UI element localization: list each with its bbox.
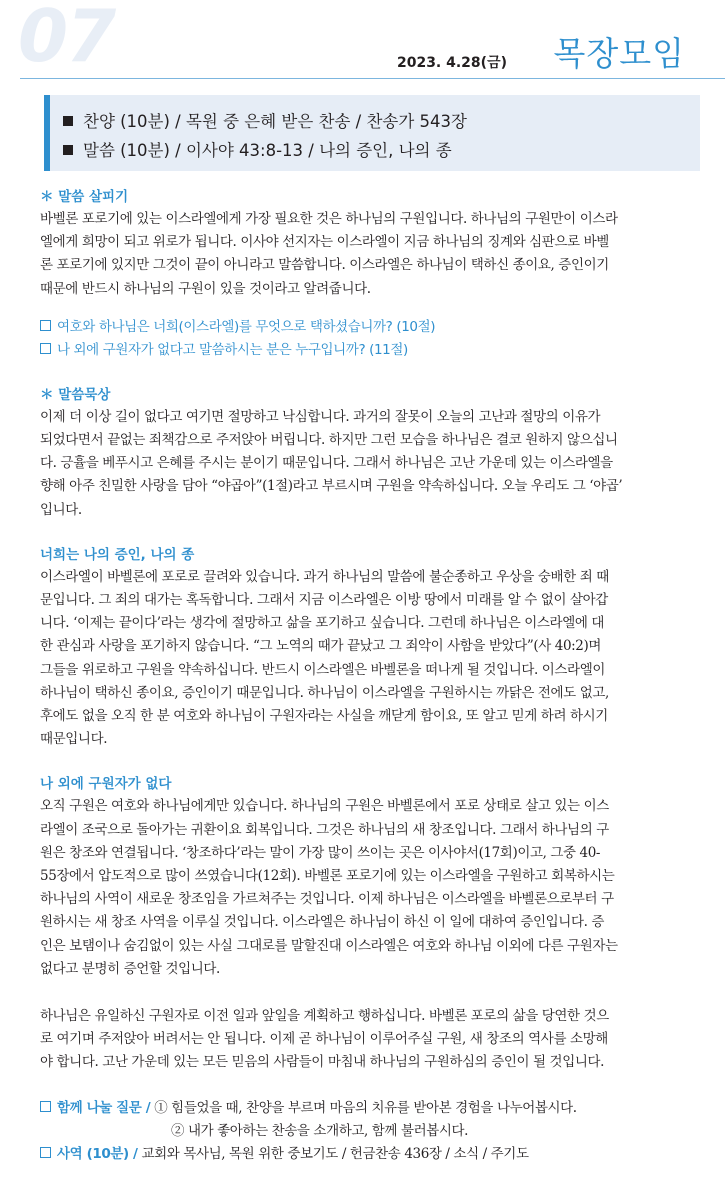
page-number: 07	[18, 0, 115, 78]
text-line: 되었다면서 끝없는 죄책감으로 주저앉아 버립니다. 하지만 그런 모습을 하나님은 결코 원하지 않으십니	[40, 432, 618, 449]
order-item-praise	[63, 107, 700, 136]
order-item-praise-text: 찬양 (10분) / 목원 중 은혜 받은 찬송 / 찬송가 543장	[83, 112, 467, 131]
section-body-witness	[40, 566, 688, 752]
checkbox-square-icon	[40, 1147, 51, 1158]
text-line: 때문에 반드시 하나님의 구원이 있을 것이라고 알려줍니다.	[40, 280, 371, 297]
share-questions-label: 함께 나눌 질문 /	[57, 1099, 151, 1116]
text-line: 오직 구원은 여호와 하나님에게만 있습니다. 하나님의 구원은 바벨론에서 포로 상태로 살고 있는 이스	[40, 798, 609, 815]
section-body-conclusion	[40, 1005, 688, 1075]
text-line: 엘에게 희망이 되고 위로가 됩니다. 이사야 선지자는 이스라엘이 지금 하나님의 징계와 심판으로 바벨	[40, 234, 609, 251]
text-line: 그들을 위로하고 구원을 약속하십니다. 반드시 이스라엘은 바벨론을 떠나게 될 것입니다. 이스라엘이	[40, 661, 605, 678]
text-line: 라엘이 조국으로 돌아가는 귀환이요 회복입니다. 그것은 하나님의 새 창조입니다. 그래서 하나님의 구	[40, 821, 609, 838]
section-body-meditation	[40, 406, 688, 522]
text-line: 로 여기며 주저앉아 버려서는 안 됩니다. 이제 곧 하나님이 이루어주실 구원, 새 창조의 역사를 소망해	[40, 1031, 608, 1048]
text-line: 하나님의 사역이 새로운 창조임을 가르쳐주는 것입니다. 이제 하나님은 이스라엘을 바벨론으로부터 구	[40, 891, 614, 908]
text-line: 인은 보탬이나 숨김없이 있는 사실 그대로를 말할진대 이스라엘은 여호와 하나님 이외에 다른 구원자는	[40, 937, 618, 954]
page-title: 목장모임	[553, 34, 685, 73]
square-bullet-icon	[63, 116, 73, 126]
share-questions-row	[40, 1097, 688, 1120]
order-of-service-box	[44, 95, 700, 171]
text-line: 이스라엘이 바벨론에 포로로 끌려와 있습니다. 과거 하나님의 말씀에 불순종하고 우상을 숭배한 죄 때	[40, 568, 609, 585]
section-heading-meditation: ＊ 말씀묵상	[40, 386, 111, 403]
text-line: 바벨론 포로기에 있는 이스라엘에게 가장 필요한 것은 하나님의 구원입니다. 하나님의 구원만이 이스라	[40, 211, 618, 227]
section-heading-witness: 너희는 나의 증인, 나의 종	[40, 546, 195, 563]
order-item-word	[63, 136, 700, 165]
share-questions-row-2	[40, 1120, 688, 1143]
main-content	[40, 186, 688, 1166]
ministry-text: 교회와 목사님, 목원 위한 중보기도 / 헌금찬송 436장 / 소식 / 주기도	[141, 1145, 529, 1162]
order-item-word-text: 말씀 (10분) / 이사야 43:8-13 / 나의 증인, 나의 종	[83, 141, 452, 160]
meeting-date: 2023. 4.28(금)	[396, 55, 507, 71]
section-heading-savior: 나 외에 구원자가 없다	[40, 776, 172, 793]
text-line: 후에도 없을 오직 한 분 여호와 하나님이 구원자라는 사실을 깨닫게 함이요, 또 알고 믿게 하려 하시기	[40, 708, 608, 725]
share-question-1: ① 힘들었을 때, 찬양을 부르며 마음의 치유를 받아본 경험을 나누어봅시다.	[154, 1099, 577, 1116]
section-body-overview	[40, 208, 688, 301]
study-question-2	[40, 339, 688, 362]
text-line: 하나님이 택하신 종이요, 증인이기 때문입니다. 하나님이 이스라엘을 구원하시는 까닭은 전에도 없고,	[40, 684, 609, 701]
checkbox-square-icon	[40, 1101, 51, 1112]
text-line: 없다고 분명히 증언할 것입니다.	[40, 960, 220, 977]
square-bullet-icon	[63, 145, 73, 155]
text-line: 때문입니다.	[40, 731, 108, 748]
text-line: 문입니다. 그 죄의 대가는 혹독합니다. 그래서 지금 이스라엘은 이방 땅에서 미래를 알 수 없이 살아갑	[40, 592, 608, 609]
study-question-1-text: 여호와 하나님은 너희(이스라엘)를 무엇으로 택하셨습니까? (10절)	[57, 318, 436, 335]
text-line: 하나님은 유일하신 구원자로 이전 일과 앞일을 계획하고 행하십니다. 바벨론 포로의 삶을 당연한 것으	[40, 1008, 609, 1025]
text-line: 향해 아주 친밀한 사랑을 담아 “야곱아”(1절)라고 부르시며 구원을 약속하십니다. 오늘 우리도 그 ‘야곱’	[40, 478, 623, 495]
text-line: 야 합니다. 고난 가운데 있는 모든 믿음의 사람들이 마침내 하나님의 구원하심의 증인이 될 것입니다.	[40, 1054, 605, 1071]
study-question-1	[40, 316, 688, 339]
ministry-label: 사역 (10분) /	[57, 1145, 138, 1162]
checkbox-square-icon	[40, 343, 51, 354]
text-line: 론 포로기에 있지만 그것이 끝이 아니라고 말씀합니다. 이스라엘은 하나님이 택하신 종이요, 증인이기	[40, 257, 609, 274]
section-body-savior	[40, 795, 688, 981]
text-line: 한 관심과 사랑을 포기하지 않습니다. “그 노역의 때가 끝났고 그 죄악이 사함을 받았다”(사 40:2)며	[40, 638, 602, 655]
header-divider	[20, 78, 725, 79]
ministry-row	[40, 1143, 688, 1166]
text-line: 55장에서 압도적으로 많이 쓰였습니다(12회). 바벨론 포로기에 있는 이스라엘을 구원하고 회복하시는	[40, 868, 615, 885]
section-heading-overview: ＊ 말씀 살피기	[40, 189, 129, 205]
study-question-2-text: 나 외에 구원자가 없다고 말씀하시는 분은 누구입니까? (11절)	[57, 341, 408, 358]
text-line: 원하시는 새 창조 사역을 이루실 것입니다. 이스라엘은 하나님이 하신 이 일에 대하여 증인입니다. 증	[40, 914, 605, 931]
text-line: 다. 긍휼을 베푸시고 은혜를 주시는 분이기 때문입니다. 그래서 하나님은 고난 가운데 있는 이스라엘을	[40, 455, 613, 472]
checkbox-square-icon	[40, 320, 51, 331]
text-line: 니다. ‘이제는 끝이다’라는 생각에 절망하고 삶을 포기하고 싶습니다. 그런데 하나님은 이스라엘에 대	[40, 615, 605, 632]
share-question-2: ② 내가 좋아하는 찬송을 소개하고, 함께 불러봅시다.	[171, 1122, 469, 1139]
text-line: 원은 창조와 연결됩니다. ‘창조하다’라는 말이 가장 많이 쓰이는 곳은 이사야서(17회)이고, 그중 40-	[40, 844, 601, 861]
text-line: 이제 더 이상 길이 없다고 여기면 절망하고 낙심합니다. 과거의 잘못이 오늘의 고난과 절망의 이유가	[40, 408, 601, 425]
text-line: 입니다.	[40, 501, 82, 518]
